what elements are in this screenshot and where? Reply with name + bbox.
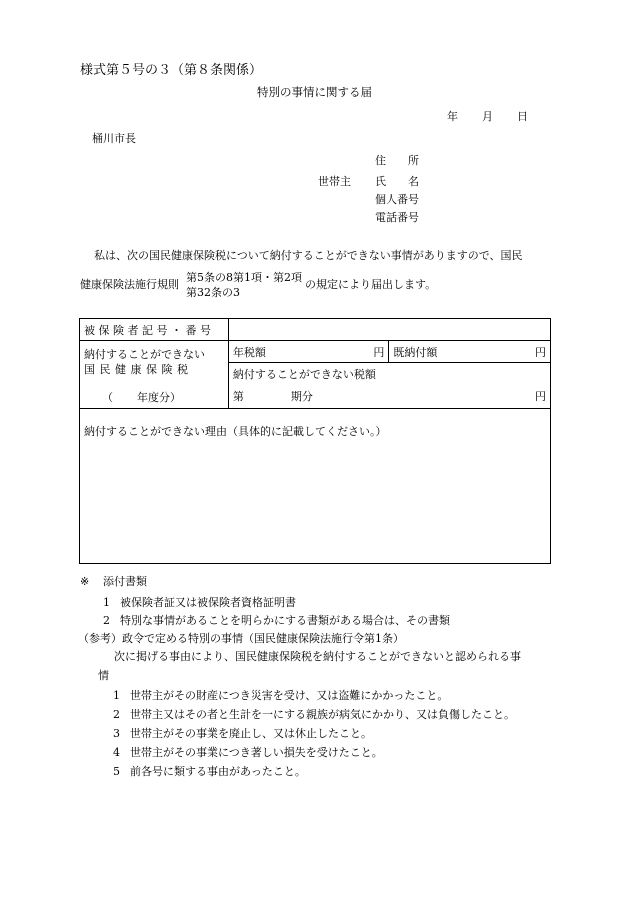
unpayable-tax-label: 納付することができない税額 [232, 367, 376, 381]
reference-item-4-number: 4 [113, 746, 120, 759]
rule-reference-1: 第5条の8第1項・第2項 [186, 271, 302, 284]
phone-label: 電話番号 [375, 211, 419, 224]
annual-tax-field[interactable] [228, 341, 389, 363]
reference-item-5: 前各号に類する事由があったこと。 [130, 765, 306, 778]
note-mark: ※ [80, 575, 90, 588]
insured-number-row [80, 319, 551, 341]
form-number: 様式第５号の３（第８条関係） [80, 63, 263, 78]
reference-item-2: 世帯主又はその者と生計を一にする親族が病気にかかり、又は負傷したこと。 [130, 708, 515, 721]
date-month-label: 月 [482, 110, 493, 123]
reason-row [80, 409, 551, 564]
reference-item-5-number: 5 [113, 765, 120, 778]
period-label: 第 期分 [232, 390, 313, 404]
reference-item-1-number: 1 [113, 689, 120, 702]
reference-intro-2: 情 [98, 669, 109, 682]
attachment-1: 被保険者証又は被保険者資格証明書 [120, 596, 296, 609]
addressee: 桶川市長 [92, 132, 136, 145]
annual-tax-yen: 円 [373, 345, 385, 359]
attachment-2-number: 2 [103, 614, 110, 627]
form-table [79, 318, 551, 564]
reference-intro-1: 次に掲げる事由により、国民健康保険税を納付することができないと認められる事 [114, 650, 521, 663]
reference-title: （参考）政令で定める特別の事情（国民健康保険法施行令第1条） [78, 632, 404, 645]
statement-line-1: 私は、次の国民健康保険税について納付することができない事情がありますので、国民 [94, 249, 523, 262]
reason-field[interactable] [80, 409, 551, 564]
name-label: 氏 名 [375, 175, 419, 188]
reference-item-2-number: 2 [113, 708, 120, 721]
paid-amount-yen: 円 [535, 345, 546, 359]
attachment-2: 特別な事情があることを明らかにする書類がある場合は、その書類 [120, 614, 450, 627]
tax-label-line-2: 国 民 健 康 保 険 税 [84, 363, 189, 376]
insured-number-field[interactable] [228, 319, 550, 341]
paid-amount-label: 既納付額 [393, 345, 438, 359]
reference-item-3: 世帯主がその事業を廃止し、又は休止したこと。 [130, 727, 372, 740]
reference-item-4: 世帯主がその事業につき著しい損失を受けたこと。 [130, 746, 383, 759]
date-day-label: 日 [517, 110, 528, 123]
insured-number-label: 被 保 険 者 記 号 ・ 番 号 [80, 319, 229, 341]
attachment-1-number: 1 [103, 596, 110, 609]
reference-item-1: 世帯主がその財産につき災害を受け、又は盗難にかかったこと。 [130, 689, 449, 702]
tax-year-open-paren: （ [102, 391, 113, 404]
statement-line-2-suffix: の規定により届出します。 [305, 278, 437, 291]
reference-item-3-number: 3 [113, 727, 120, 740]
unpayable-tax-yen: 円 [535, 390, 546, 404]
annual-tax-label: 年税額 [232, 345, 266, 359]
page-title: 特別の事情に関する届 [257, 85, 372, 99]
date-year-label: 年 [447, 110, 458, 123]
tax-year-label-cell [80, 341, 229, 409]
reason-label: 納付することができない理由（具体的に記載してください。） [84, 425, 387, 438]
unpayable-tax-label-cell [228, 363, 550, 385]
statement-line-2-prefix: 健康保険法施行規則 [80, 278, 179, 291]
personal-number-label: 個人番号 [375, 193, 419, 206]
rule-reference-2: 第32条の3 [186, 286, 240, 299]
tax-year-line [84, 390, 224, 405]
unpayable-tax-field[interactable] [228, 385, 550, 409]
household-head-label: 世帯主 [318, 175, 351, 188]
rule-reference [186, 270, 302, 300]
tax-label-line-1: 納付することができない [84, 348, 205, 361]
address-label: 住 所 [375, 154, 419, 167]
annual-tax-row [80, 341, 551, 363]
paid-amount-field[interactable] [389, 341, 551, 363]
tax-year-label[interactable]: 年度分） [137, 391, 181, 404]
attachments-title: 添付書類 [103, 575, 147, 588]
